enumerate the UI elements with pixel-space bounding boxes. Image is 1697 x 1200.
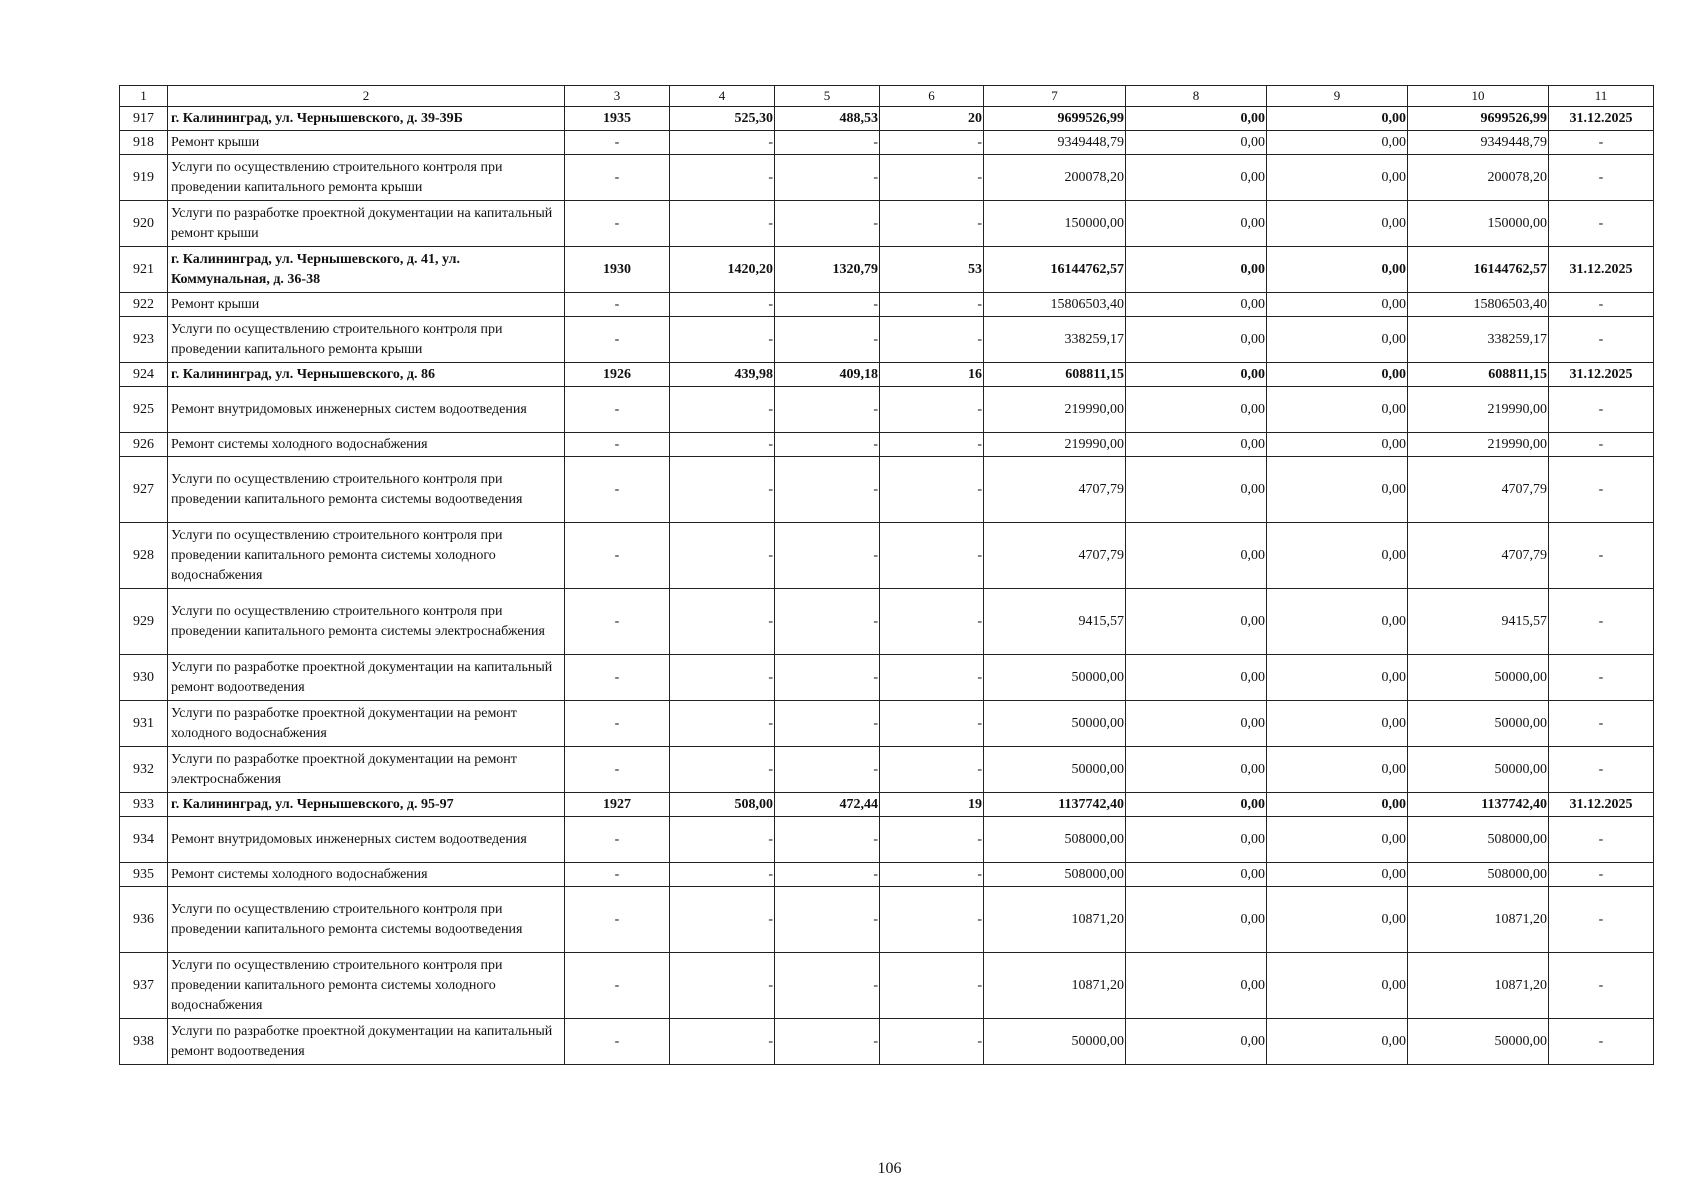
residents-count-cell: -	[880, 655, 984, 701]
row-number-cell: 918	[120, 131, 168, 155]
residents-count-cell: 16	[880, 363, 984, 387]
total-area-cell: -	[670, 155, 775, 201]
row-number-cell: 917	[120, 107, 168, 131]
residents-count-cell: -	[880, 817, 984, 863]
other-cost-cell: 0,00	[1267, 293, 1408, 317]
residents-count-cell: -	[880, 747, 984, 793]
residents-count-cell: -	[880, 953, 984, 1019]
column-number-header: 10	[1408, 86, 1549, 107]
residential-area-cell: -	[775, 523, 880, 589]
address-row	[120, 247, 1654, 293]
total-area-cell: -	[670, 701, 775, 747]
other-cost-cell: 0,00	[1267, 701, 1408, 747]
total-cost-cell: 9415,57	[984, 589, 1126, 655]
owners-cost-cell: 15806503,40	[1408, 293, 1549, 317]
total-cost-cell: 200078,20	[984, 155, 1126, 201]
other-cost-cell: 0,00	[1267, 887, 1408, 953]
fund-cost-cell: 0,00	[1126, 247, 1267, 293]
item-name-cell: Услуги по осуществлению строительного контроля при проведении капитального ремонта крыши	[168, 317, 565, 363]
row-number-cell: 921	[120, 247, 168, 293]
owners-cost-cell: 10871,20	[1408, 953, 1549, 1019]
row-number-cell: 930	[120, 655, 168, 701]
work-item-row	[120, 953, 1654, 1019]
fund-cost-cell: 0,00	[1126, 655, 1267, 701]
other-cost-cell: 0,00	[1267, 201, 1408, 247]
residents-count-cell: -	[880, 887, 984, 953]
row-number-cell: 938	[120, 1019, 168, 1065]
residents-count-cell: -	[880, 1019, 984, 1065]
fund-cost-cell: 0,00	[1126, 953, 1267, 1019]
row-number-cell: 929	[120, 589, 168, 655]
row-number-cell: 931	[120, 701, 168, 747]
year-built-cell: -	[565, 655, 670, 701]
column-number-header: 8	[1126, 86, 1267, 107]
residential-area-cell: 1320,79	[775, 247, 880, 293]
total-area-cell: -	[670, 433, 775, 457]
column-number-header: 2	[168, 86, 565, 107]
completion-date-cell: -	[1549, 863, 1654, 887]
other-cost-cell: 0,00	[1267, 457, 1408, 523]
total-area-cell: -	[670, 863, 775, 887]
residential-area-cell: -	[775, 131, 880, 155]
completion-date-cell: -	[1549, 523, 1654, 589]
address-row	[120, 793, 1654, 817]
item-name-cell: г. Калининград, ул. Чернышевского, д. 86	[168, 363, 565, 387]
total-cost-cell: 4707,79	[984, 457, 1126, 523]
total-cost-cell: 508000,00	[984, 817, 1126, 863]
residents-count-cell: -	[880, 589, 984, 655]
column-number-header: 9	[1267, 86, 1408, 107]
residential-area-cell: -	[775, 589, 880, 655]
work-item-row	[120, 655, 1654, 701]
item-name-cell: Ремонт системы холодного водоснабжения	[168, 433, 565, 457]
completion-date-cell: -	[1549, 747, 1654, 793]
residential-area-cell: -	[775, 201, 880, 247]
row-number-cell: 935	[120, 863, 168, 887]
residents-count-cell: -	[880, 701, 984, 747]
total-area-cell: 508,00	[670, 793, 775, 817]
owners-cost-cell: 9699526,99	[1408, 107, 1549, 131]
total-area-cell: -	[670, 523, 775, 589]
year-built-cell: 1927	[565, 793, 670, 817]
completion-date-cell: -	[1549, 817, 1654, 863]
fund-cost-cell: 0,00	[1126, 131, 1267, 155]
work-item-row	[120, 747, 1654, 793]
total-cost-cell: 10871,20	[984, 953, 1126, 1019]
completion-date-cell: 31.12.2025	[1549, 793, 1654, 817]
owners-cost-cell: 50000,00	[1408, 1019, 1549, 1065]
other-cost-cell: 0,00	[1267, 247, 1408, 293]
total-cost-cell: 9699526,99	[984, 107, 1126, 131]
column-number-header: 1	[120, 86, 168, 107]
row-number-cell: 936	[120, 887, 168, 953]
total-area-cell: -	[670, 887, 775, 953]
owners-cost-cell: 508000,00	[1408, 817, 1549, 863]
address-row	[120, 363, 1654, 387]
work-item-row	[120, 523, 1654, 589]
total-cost-cell: 219990,00	[984, 433, 1126, 457]
other-cost-cell: 0,00	[1267, 817, 1408, 863]
other-cost-cell: 0,00	[1267, 953, 1408, 1019]
total-area-cell: -	[670, 293, 775, 317]
owners-cost-cell: 219990,00	[1408, 433, 1549, 457]
work-item-row	[120, 155, 1654, 201]
item-name-cell: Ремонт системы холодного водоснабжения	[168, 863, 565, 887]
residents-count-cell: -	[880, 863, 984, 887]
total-area-cell: -	[670, 387, 775, 433]
residents-count-cell: 20	[880, 107, 984, 131]
residential-area-cell: -	[775, 155, 880, 201]
year-built-cell: 1926	[565, 363, 670, 387]
fund-cost-cell: 0,00	[1126, 293, 1267, 317]
year-built-cell: -	[565, 817, 670, 863]
total-area-cell: -	[670, 1019, 775, 1065]
residential-area-cell: -	[775, 817, 880, 863]
total-cost-cell: 150000,00	[984, 201, 1126, 247]
owners-cost-cell: 1137742,40	[1408, 793, 1549, 817]
year-built-cell: -	[565, 701, 670, 747]
year-built-cell: -	[565, 863, 670, 887]
owners-cost-cell: 608811,15	[1408, 363, 1549, 387]
completion-date-cell: 31.12.2025	[1549, 107, 1654, 131]
fund-cost-cell: 0,00	[1126, 701, 1267, 747]
residential-area-cell: -	[775, 863, 880, 887]
owners-cost-cell: 9415,57	[1408, 589, 1549, 655]
owners-cost-cell: 50000,00	[1408, 655, 1549, 701]
other-cost-cell: 0,00	[1267, 747, 1408, 793]
work-item-row	[120, 701, 1654, 747]
row-number-cell: 923	[120, 317, 168, 363]
work-item-row	[120, 887, 1654, 953]
item-name-cell: Услуги по осуществлению строительного контроля при проведении капитального ремонта системы электроснабжения	[168, 589, 565, 655]
owners-cost-cell: 219990,00	[1408, 387, 1549, 433]
item-name-cell: Услуги по разработке проектной документации на ремонт электроснабжения	[168, 747, 565, 793]
owners-cost-cell: 200078,20	[1408, 155, 1549, 201]
completion-date-cell: -	[1549, 433, 1654, 457]
fund-cost-cell: 0,00	[1126, 107, 1267, 131]
total-area-cell: -	[670, 457, 775, 523]
completion-date-cell: -	[1549, 701, 1654, 747]
total-cost-cell: 10871,20	[984, 887, 1126, 953]
year-built-cell: -	[565, 953, 670, 1019]
other-cost-cell: 0,00	[1267, 387, 1408, 433]
total-area-cell: -	[670, 317, 775, 363]
residential-area-cell: -	[775, 317, 880, 363]
row-number-cell: 934	[120, 817, 168, 863]
other-cost-cell: 0,00	[1267, 793, 1408, 817]
fund-cost-cell: 0,00	[1126, 887, 1267, 953]
item-name-cell: Услуги по осуществлению строительного контроля при проведении капитального ремонта системы водоотведения	[168, 457, 565, 523]
work-item-row	[120, 433, 1654, 457]
year-built-cell: -	[565, 887, 670, 953]
item-name-cell: Ремонт крыши	[168, 131, 565, 155]
total-cost-cell: 50000,00	[984, 747, 1126, 793]
year-built-cell: -	[565, 457, 670, 523]
residential-area-cell: -	[775, 293, 880, 317]
year-built-cell: -	[565, 1019, 670, 1065]
owners-cost-cell: 150000,00	[1408, 201, 1549, 247]
row-number-cell: 937	[120, 953, 168, 1019]
year-built-cell: -	[565, 747, 670, 793]
owners-cost-cell: 508000,00	[1408, 863, 1549, 887]
row-number-cell: 919	[120, 155, 168, 201]
total-cost-cell: 50000,00	[984, 1019, 1126, 1065]
row-number-cell: 928	[120, 523, 168, 589]
completion-date-cell: -	[1549, 155, 1654, 201]
other-cost-cell: 0,00	[1267, 363, 1408, 387]
residents-count-cell: -	[880, 457, 984, 523]
work-item-row	[120, 293, 1654, 317]
total-area-cell: -	[670, 589, 775, 655]
other-cost-cell: 0,00	[1267, 317, 1408, 363]
total-area-cell: 525,30	[670, 107, 775, 131]
completion-date-cell: -	[1549, 887, 1654, 953]
item-name-cell: г. Калининград, ул. Чернышевского, д. 41, ул. Коммунальная, д. 36-38	[168, 247, 565, 293]
other-cost-cell: 0,00	[1267, 107, 1408, 131]
work-item-row	[120, 131, 1654, 155]
fund-cost-cell: 0,00	[1126, 457, 1267, 523]
row-number-cell: 922	[120, 293, 168, 317]
owners-cost-cell: 4707,79	[1408, 523, 1549, 589]
item-name-cell: Услуги по разработке проектной документации на капитальный ремонт водоотведения	[168, 1019, 565, 1065]
item-name-cell: Услуги по осуществлению строительного контроля при проведении капитального ремонта системы водоотведения	[168, 887, 565, 953]
residential-area-cell: 472,44	[775, 793, 880, 817]
residential-area-cell: -	[775, 953, 880, 1019]
owners-cost-cell: 338259,17	[1408, 317, 1549, 363]
year-built-cell: -	[565, 131, 670, 155]
row-number-cell: 933	[120, 793, 168, 817]
residents-count-cell: -	[880, 131, 984, 155]
owners-cost-cell: 10871,20	[1408, 887, 1549, 953]
completion-date-cell: -	[1549, 387, 1654, 433]
work-item-row	[120, 201, 1654, 247]
year-built-cell: -	[565, 589, 670, 655]
year-built-cell: -	[565, 293, 670, 317]
item-name-cell: Ремонт внутридомовых инженерных систем водоотведения	[168, 817, 565, 863]
completion-date-cell: -	[1549, 589, 1654, 655]
fund-cost-cell: 0,00	[1126, 433, 1267, 457]
residential-area-cell: -	[775, 387, 880, 433]
year-built-cell: -	[565, 155, 670, 201]
total-cost-cell: 50000,00	[984, 701, 1126, 747]
other-cost-cell: 0,00	[1267, 523, 1408, 589]
row-number-cell: 920	[120, 201, 168, 247]
residential-area-cell: -	[775, 457, 880, 523]
fund-cost-cell: 0,00	[1126, 793, 1267, 817]
row-number-cell: 927	[120, 457, 168, 523]
other-cost-cell: 0,00	[1267, 155, 1408, 201]
item-name-cell: г. Калининград, ул. Чернышевского, д. 95-97	[168, 793, 565, 817]
year-built-cell: -	[565, 387, 670, 433]
owners-cost-cell: 16144762,57	[1408, 247, 1549, 293]
total-cost-cell: 608811,15	[984, 363, 1126, 387]
work-item-row	[120, 457, 1654, 523]
other-cost-cell: 0,00	[1267, 863, 1408, 887]
completion-date-cell: -	[1549, 293, 1654, 317]
item-name-cell: Услуги по разработке проектной документации на капитальный ремонт водоотведения	[168, 655, 565, 701]
fund-cost-cell: 0,00	[1126, 863, 1267, 887]
year-built-cell: -	[565, 317, 670, 363]
total-cost-cell: 338259,17	[984, 317, 1126, 363]
owners-cost-cell: 9349448,79	[1408, 131, 1549, 155]
fund-cost-cell: 0,00	[1126, 201, 1267, 247]
page-number: 106	[877, 1160, 902, 1177]
item-name-cell: г. Калининград, ул. Чернышевского, д. 39-39Б	[168, 107, 565, 131]
residential-area-cell: 409,18	[775, 363, 880, 387]
residents-count-cell: 53	[880, 247, 984, 293]
total-area-cell: 439,98	[670, 363, 775, 387]
year-built-cell: 1935	[565, 107, 670, 131]
other-cost-cell: 0,00	[1267, 589, 1408, 655]
other-cost-cell: 0,00	[1267, 131, 1408, 155]
work-item-row	[120, 1019, 1654, 1065]
completion-date-cell: -	[1549, 457, 1654, 523]
column-number-header: 4	[670, 86, 775, 107]
total-area-cell: -	[670, 953, 775, 1019]
year-built-cell: -	[565, 433, 670, 457]
residential-area-cell: -	[775, 1019, 880, 1065]
item-name-cell: Услуги по разработке проектной документации на капитальный ремонт крыши	[168, 201, 565, 247]
fund-cost-cell: 0,00	[1126, 817, 1267, 863]
residents-count-cell: -	[880, 293, 984, 317]
column-number-header: 5	[775, 86, 880, 107]
other-cost-cell: 0,00	[1267, 655, 1408, 701]
total-area-cell: -	[670, 747, 775, 793]
total-cost-cell: 508000,00	[984, 863, 1126, 887]
residential-area-cell: -	[775, 433, 880, 457]
residents-count-cell: -	[880, 317, 984, 363]
work-item-row	[120, 589, 1654, 655]
completion-date-cell: -	[1549, 953, 1654, 1019]
column-number-header-row	[120, 86, 1654, 107]
residents-count-cell: -	[880, 155, 984, 201]
year-built-cell: -	[565, 523, 670, 589]
row-number-cell: 925	[120, 387, 168, 433]
work-item-row	[120, 863, 1654, 887]
owners-cost-cell: 4707,79	[1408, 457, 1549, 523]
completion-date-cell: -	[1549, 1019, 1654, 1065]
residential-area-cell: -	[775, 655, 880, 701]
item-name-cell: Услуги по осуществлению строительного контроля при проведении капитального ремонта крыши	[168, 155, 565, 201]
fund-cost-cell: 0,00	[1126, 363, 1267, 387]
year-built-cell: 1930	[565, 247, 670, 293]
residents-count-cell: -	[880, 523, 984, 589]
item-name-cell: Услуги по осуществлению строительного контроля при проведении капитального ремонта системы холодного водоснабжения	[168, 953, 565, 1019]
item-name-cell: Ремонт крыши	[168, 293, 565, 317]
total-cost-cell: 50000,00	[984, 655, 1126, 701]
row-number-cell: 932	[120, 747, 168, 793]
total-area-cell: -	[670, 817, 775, 863]
column-number-header: 3	[565, 86, 670, 107]
completion-date-cell: -	[1549, 201, 1654, 247]
year-built-cell: -	[565, 201, 670, 247]
residential-area-cell: -	[775, 887, 880, 953]
work-item-row	[120, 387, 1654, 433]
fund-cost-cell: 0,00	[1126, 387, 1267, 433]
completion-date-cell: -	[1549, 655, 1654, 701]
other-cost-cell: 0,00	[1267, 433, 1408, 457]
column-number-header: 7	[984, 86, 1126, 107]
total-cost-cell: 1137742,40	[984, 793, 1126, 817]
total-cost-cell: 16144762,57	[984, 247, 1126, 293]
work-item-row	[120, 817, 1654, 863]
total-area-cell: -	[670, 201, 775, 247]
item-name-cell: Ремонт внутридомовых инженерных систем водоотведения	[168, 387, 565, 433]
residents-count-cell: 19	[880, 793, 984, 817]
fund-cost-cell: 0,00	[1126, 747, 1267, 793]
total-cost-cell: 15806503,40	[984, 293, 1126, 317]
fund-cost-cell: 0,00	[1126, 155, 1267, 201]
total-area-cell: -	[670, 131, 775, 155]
row-number-cell: 926	[120, 433, 168, 457]
residents-count-cell: -	[880, 433, 984, 457]
completion-date-cell: 31.12.2025	[1549, 247, 1654, 293]
address-row	[120, 107, 1654, 131]
owners-cost-cell: 50000,00	[1408, 701, 1549, 747]
work-item-row	[120, 317, 1654, 363]
residents-count-cell: -	[880, 201, 984, 247]
owners-cost-cell: 50000,00	[1408, 747, 1549, 793]
completion-date-cell: -	[1549, 317, 1654, 363]
completion-date-cell: -	[1549, 131, 1654, 155]
residential-area-cell: 488,53	[775, 107, 880, 131]
capital-repair-table	[119, 85, 1653, 1065]
fund-cost-cell: 0,00	[1126, 589, 1267, 655]
item-name-cell: Услуги по разработке проектной документации на ремонт холодного водоснабжения	[168, 701, 565, 747]
fund-cost-cell: 0,00	[1126, 1019, 1267, 1065]
fund-cost-cell: 0,00	[1126, 523, 1267, 589]
fund-cost-cell: 0,00	[1126, 317, 1267, 363]
completion-date-cell: 31.12.2025	[1549, 363, 1654, 387]
residential-area-cell: -	[775, 747, 880, 793]
total-area-cell: -	[670, 655, 775, 701]
total-cost-cell: 219990,00	[984, 387, 1126, 433]
other-cost-cell: 0,00	[1267, 1019, 1408, 1065]
row-number-cell: 924	[120, 363, 168, 387]
total-cost-cell: 4707,79	[984, 523, 1126, 589]
residents-count-cell: -	[880, 387, 984, 433]
total-area-cell: 1420,20	[670, 247, 775, 293]
column-number-header: 11	[1549, 86, 1654, 107]
column-number-header: 6	[880, 86, 984, 107]
residential-area-cell: -	[775, 701, 880, 747]
total-cost-cell: 9349448,79	[984, 131, 1126, 155]
item-name-cell: Услуги по осуществлению строительного контроля при проведении капитального ремонта системы холодного водоснабжения	[168, 523, 565, 589]
